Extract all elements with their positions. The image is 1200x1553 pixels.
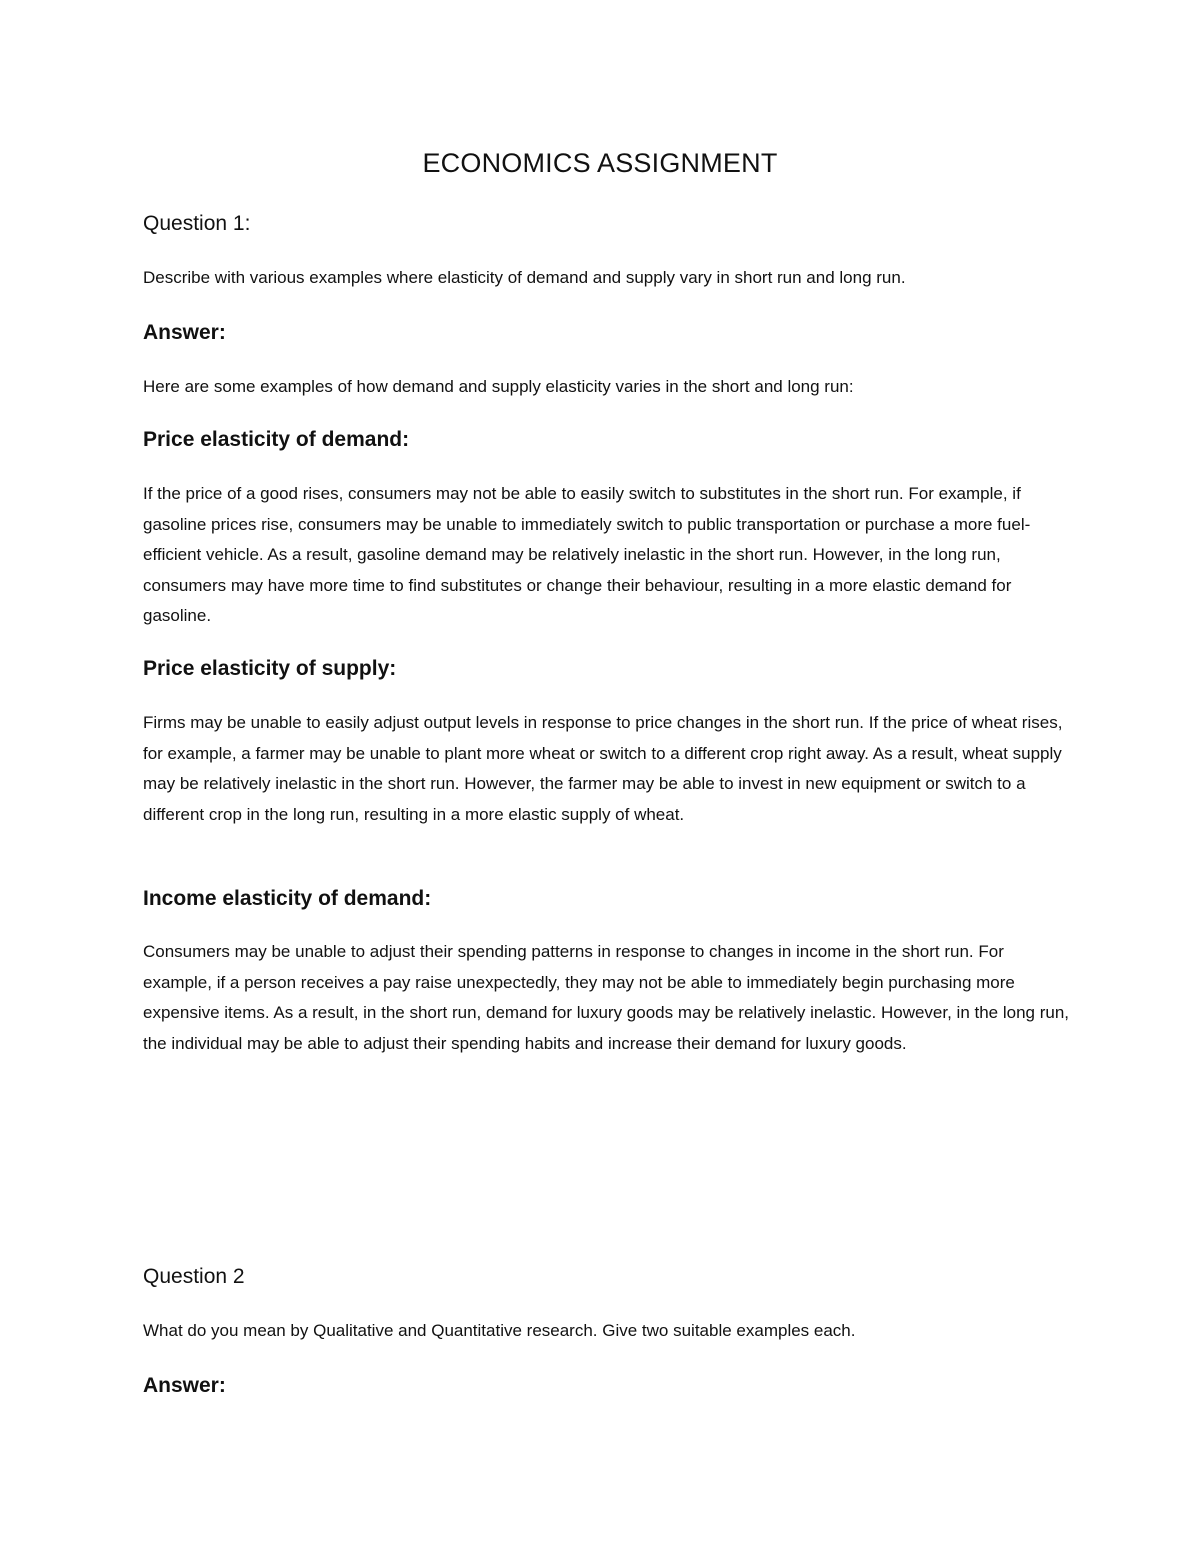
question-1-heading: Question 1: xyxy=(143,212,251,235)
question-2-heading: Question 2 xyxy=(143,1265,245,1288)
answer-1-heading: Answer: xyxy=(143,321,226,344)
question-1-prompt: Describe with various examples where elasticity of demand and supply vary in short run and long run. xyxy=(143,268,906,287)
document-title: ECONOMICS ASSIGNMENT xyxy=(422,148,778,178)
section-body-income-demand: Consumers may be unable to adjust their spending patterns in response to changes in income in the short run. For example, if a person receives a pay raise unexpectedly, they may not be able to immediately begin purchasing more expensive items. As a result, in the short run, demand for luxury goods may be relatively inelastic. However, in the long run, the individual may be able to adjust their spending habits and increase their demand for luxury goods. xyxy=(143,942,1070,1053)
section-body-price-supply: Firms may be unable to easily adjust output levels in response to price changes in the short run. If the price of wheat rises, for example, a farmer may be unable to plant more wheat or switch to a different crop right away. As a result, wheat supply may be relatively inelastic in the short run. However, the farmer may be able to invest in new equipment or switch to a different crop in the long run, resulting in a more elastic supply of wheat. xyxy=(143,713,1063,824)
section-heading-price-demand: Price elasticity of demand: xyxy=(143,428,410,451)
question-2-prompt: What do you mean by Qualitative and Quantitative research. Give two suitable examples each. xyxy=(143,1321,856,1340)
section-body-price-demand: If the price of a good rises, consumers may not be able to easily switch to substitutes in the short run. For example, if gasoline prices rise, consumers may be unable to immediately switch to public transportation or purchase a more fuel-efficient vehicle. As a result, gasoline demand may be relatively inelastic in the short run. However, in the long run, consumers may have more time to find substitutes or change their behaviour, resulting in a more elastic demand for gasoline. xyxy=(143,484,1031,625)
section-heading-price-supply: Price elasticity of supply: xyxy=(143,657,397,680)
answer-1-intro: Here are some examples of how demand and supply elasticity varies in the short and long run: xyxy=(143,377,854,396)
answer-2-heading: Answer: xyxy=(143,1374,226,1397)
section-heading-income-demand: Income elasticity of demand: xyxy=(143,887,432,910)
